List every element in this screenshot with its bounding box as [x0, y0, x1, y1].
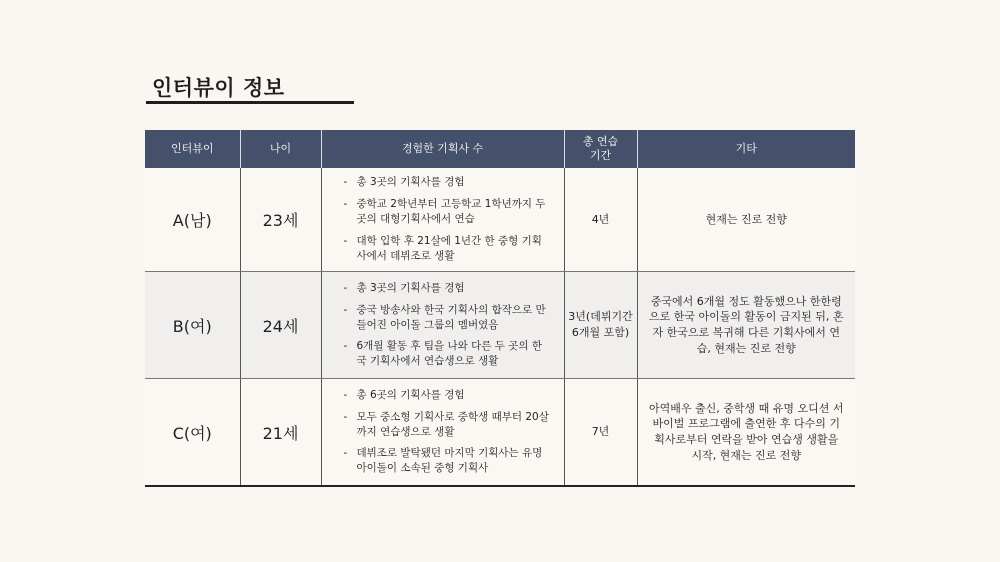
bullet-dash: -	[343, 198, 348, 211]
experience-list	[322, 175, 564, 264]
experience-text: 대학 입학 후 21살에 1년간 한 중형 기획사에서 데뷔조로 생활	[356, 234, 542, 262]
experience-list	[322, 281, 564, 370]
header-agencies: 경험한 기획사 수	[321, 130, 564, 168]
experience-text: 총 3곳의 기획사를 경험	[356, 176, 465, 189]
interviewee-age: 23세	[240, 168, 321, 272]
interviewee-name: C(여)	[145, 379, 240, 487]
practice-period	[564, 379, 637, 487]
header-age: 나이	[240, 130, 321, 168]
interviewee-name: B(여)	[145, 272, 240, 379]
experience-item	[344, 234, 552, 264]
interviewee-table	[145, 130, 855, 487]
experience-cell	[321, 272, 564, 379]
experience-item	[344, 197, 552, 227]
practice-period	[564, 272, 637, 379]
header-interviewee: 인터뷰이	[145, 130, 240, 168]
bullet-dash: -	[343, 447, 348, 460]
table-row	[145, 272, 855, 379]
experience-item	[344, 175, 552, 190]
experience-text: 데뷔조로 발탁됐던 마지막 기획사는 유명 아이돌이 소속된 중형 기획사	[356, 447, 543, 475]
experience-text: 중국 방송사와 한국 기획사의 합작으로 만들어진 아이돌 그룹의 멤버였음	[356, 303, 546, 331]
table-row	[145, 168, 855, 272]
bullet-dash: -	[343, 176, 348, 189]
experience-text: 모두 중소형 기획사로 중학생 때부터 20살까지 연습생으로 생활	[356, 410, 549, 438]
interviewee-age: 24세	[240, 272, 321, 379]
header-period-line2: 기간	[589, 149, 612, 162]
experience-item	[344, 388, 552, 403]
practice-period-line2: 6개월 포함)	[571, 326, 630, 339]
experience-text: 총 6곳의 기획사를 경험	[356, 388, 465, 401]
page-title: 인터뷰이 정보	[152, 76, 285, 100]
other-notes: 아역배우 출신, 중학생 때 유명 오디션 서바이벌 프로그램에 출연한 후 다수의 기획사로부터 연락을 받아 연습생 생활을 시작, 현재는 진로 전향	[637, 379, 855, 487]
other-notes: 중국에서 6개월 정도 활동했으나 한한령으로 한국 아이돌의 활동이 금지된 뒤, 혼자 한국으로 복귀해 다른 기획사에서 연습, 현재는 진로 전향	[637, 272, 855, 379]
bullet-dash: -	[343, 234, 348, 247]
bullet-dash: -	[343, 303, 348, 316]
experience-item	[344, 410, 552, 440]
interviewee-age: 21세	[240, 379, 321, 487]
experience-text: 6개월 활동 후 팀을 나와 다른 두 곳의 한국 기획사에서 연습생으로 생활	[356, 340, 543, 368]
practice-period	[564, 168, 637, 272]
bullet-dash: -	[343, 388, 348, 401]
interviewee-name: A(남)	[145, 168, 240, 272]
experience-item	[344, 281, 552, 296]
experience-text: 중학교 2학년부터 고등학교 1학년까지 두 곳의 대형기획사에서 연습	[356, 198, 546, 226]
table-header-row	[145, 130, 855, 168]
practice-period-line1: 4년	[591, 212, 610, 226]
experience-cell	[321, 379, 564, 487]
experience-item	[344, 339, 552, 369]
other-notes: 현재는 진로 전향	[637, 168, 855, 272]
bullet-dash: -	[343, 340, 348, 353]
bullet-dash: -	[343, 410, 348, 423]
experience-list	[322, 388, 564, 477]
practice-period-line1: 3년(데뷔기간	[568, 310, 633, 324]
header-period	[564, 130, 637, 168]
experience-item	[344, 303, 552, 333]
practice-period-line1: 7년	[591, 425, 610, 439]
bullet-dash: -	[343, 281, 348, 294]
experience-cell	[321, 168, 564, 272]
header-period-line1: 총 연습	[582, 135, 619, 149]
experience-text: 총 3곳의 기획사를 경험	[356, 281, 465, 294]
header-other: 기타	[637, 130, 855, 168]
table-row	[145, 379, 855, 487]
experience-item	[344, 446, 552, 476]
title-underline	[146, 101, 354, 104]
